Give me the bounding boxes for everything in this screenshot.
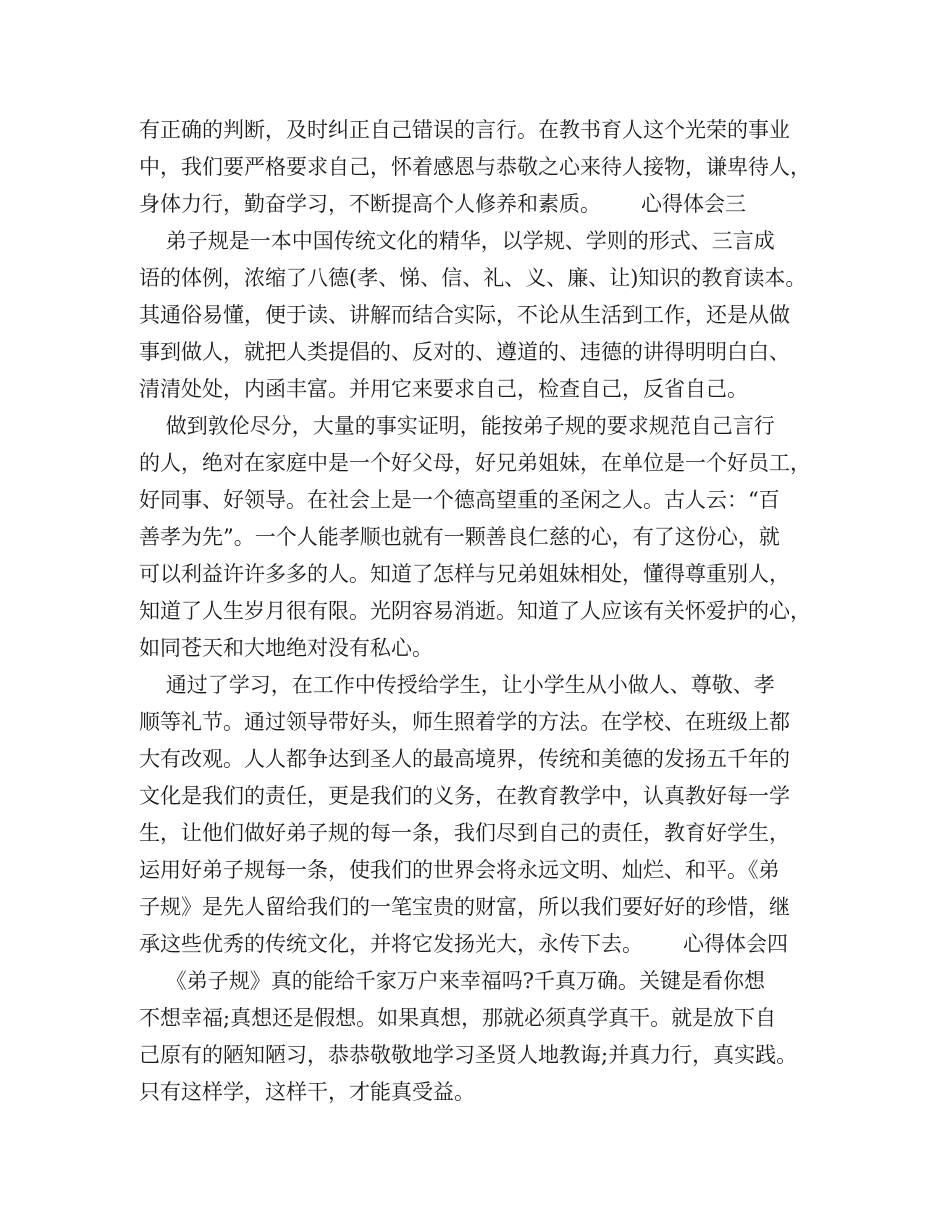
- text-line: 弟子规是一本中国传统文化的精华，以学规、学则的形式、三言成: [139, 229, 775, 253]
- text-line: 生，让他们做好弟子规的每一条，我们尽到自己的责任，教育好学生，: [139, 821, 790, 845]
- text-line: 有正确的判断，及时纠正自己错误的言行。在教书育人这个光荣的事业: [139, 118, 790, 142]
- text-line: 顺等礼节。通过领导带好头，师生照着学的方法。在学校、在班级上都: [139, 710, 790, 734]
- text-line: 如同苍天和大地绝对没有私心。: [139, 636, 433, 660]
- text-line: 《弟子规》真的能给千家万户来幸福吗?千真万确。关键是看你想: [139, 969, 765, 993]
- text-line: 子规》是先人留给我们的一笔宝贵的财富，所以我们要好好的珍惜，继: [139, 895, 790, 919]
- text-line: 事到做人，就把人类提倡的、反对的、遵道的、违德的讲得明明白白、: [139, 340, 790, 364]
- text-line: 的人，绝对在家庭中是一个好父母，好兄弟姐妹，在单位是一个好员工，: [139, 451, 811, 475]
- text-line: 善孝为先”。一个人能孝顺也就有一颗善良仁慈的心，有了这份心，就: [139, 525, 780, 549]
- text-line: 其通俗易懂，便于读、讲解而结合实际，不论从生活到工作，还是从做: [139, 303, 790, 327]
- text-line: 中，我们要严格要求自己，怀着感恩与恭敬之心来待人接物，谦卑待人，: [139, 155, 811, 179]
- text-line: 身体力行，勤奋学习，不断提高个人修养和素质。 心得体会三: [139, 192, 747, 216]
- text-line: 好同事、好领导。在社会上是一个德高望重的圣闲之人。古人云：“百: [139, 488, 780, 512]
- text-line: 语的体例，浓缩了八德(孝、悌、信、礼、义、廉、让)知识的教育读本。: [139, 266, 807, 290]
- text-line: 不想幸福;真想还是假想。如果真想，那就必须真学真干。就是放下自: [139, 1006, 777, 1030]
- text-line: 承这些优秀的传统文化，并将它发扬光大，永传下去。 心得体会四: [139, 932, 789, 956]
- text-line: 做到敦伦尽分，大量的事实证明，能按弟子规的要求规范自己言行: [139, 414, 775, 438]
- text-line: 大有改观。人人都争达到圣人的最高境界，传统和美德的发扬五千年的: [139, 747, 790, 771]
- text-line: 文化是我们的责任，更是我们的义务，在教育教学中，认真教好每一学: [139, 784, 790, 808]
- text-line: 只有这样学，这样干，才能真受益。: [139, 1080, 475, 1104]
- text-line: 通过了学习，在工作中传授给学生，让小学生从小做人、尊敬、孝: [139, 673, 775, 697]
- text-line: 可以利益许许多多的人。知道了怎样与兄弟姐妹相处，懂得尊重别人，: [139, 562, 790, 586]
- text-line: 运用好弟子规每一条，使我们的世界会将永远文明、灿烂、和平。《弟: [139, 858, 780, 882]
- text-line: 知道了人生岁月很有限。光阴容易消逝。知道了人应该有关怀爱护的心，: [139, 599, 811, 623]
- text-line: 己原有的陋知陋习，恭恭敬敬地学习圣贤人地教诲;并真力行，真实践。: [139, 1043, 798, 1067]
- text-line: 清清处处，内函丰富。并用它来要求自己，检查自己，反省自己。: [139, 377, 748, 401]
